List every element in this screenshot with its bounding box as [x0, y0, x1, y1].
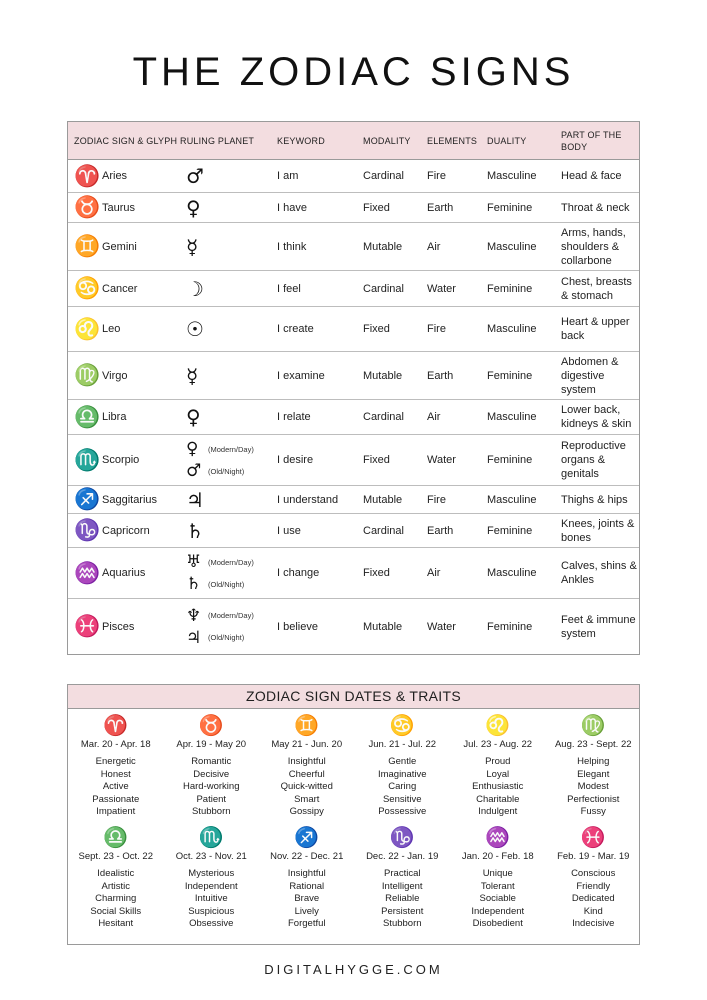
element: Water: [427, 620, 456, 633]
trait-card: [355, 825, 451, 931]
sign-name: Aries: [102, 170, 128, 182]
trait-item: Smart: [294, 793, 320, 805]
modality: Cardinal: [363, 524, 404, 537]
trait-item: Suspicious: [188, 905, 235, 917]
planet-glyph-icon: ♀: [186, 439, 199, 459]
keyword: I desire: [277, 454, 314, 466]
zodiac-glyph-icon: ♏: [198, 824, 224, 849]
body-part: Calves, shins & Ankles: [561, 560, 637, 586]
zodiac-glyph-icon: ♌: [74, 316, 101, 341]
trait-item: Enthusiastic: [472, 781, 524, 793]
keyword: I feel: [277, 282, 301, 295]
table-header: [68, 122, 639, 160]
trait-item: Social Skills: [90, 905, 142, 917]
sign-name: Pisces: [102, 620, 135, 633]
zodiac-glyph-icon: ♉: [198, 713, 224, 737]
keyword: I relate: [277, 411, 311, 423]
zodiac-glyph-icon: ♊: [294, 713, 320, 737]
trait-item: Elegant: [577, 768, 610, 780]
trait-item: Patient: [196, 793, 227, 805]
sign-name: Saggitarius: [102, 493, 158, 506]
body-part: Abdomen & digestive system: [561, 355, 619, 396]
trait-item: Friendly: [576, 880, 611, 892]
planet-glyph-icon: ♂: [186, 164, 204, 188]
trait-item: Practical: [384, 867, 421, 879]
body-part: Feet & immune system: [561, 613, 636, 640]
sign-dates: Mar. 20 - Apr. 18: [80, 739, 151, 750]
trait-card: [68, 713, 164, 819]
zodiac-glyph-icon: ♑: [389, 824, 415, 849]
trait-card: [546, 713, 642, 819]
element: Fire: [427, 493, 446, 506]
keyword: I have: [277, 201, 307, 214]
sign-name: Aquarius: [102, 567, 146, 579]
table-row: [68, 271, 639, 307]
trait-card: [164, 713, 260, 819]
trait-item: Romantic: [191, 756, 232, 767]
modality: Fixed: [363, 567, 390, 579]
trait-item: Gossipy: [289, 806, 324, 818]
trait-card: [259, 825, 355, 931]
zodiac-glyph-icon: ♓: [580, 824, 606, 849]
zodiac-glyph-icon: ♐: [74, 487, 101, 511]
sign-dates: Nov. 22 - Dec. 21: [270, 850, 344, 862]
trait-item: Sociable: [479, 893, 516, 905]
trait-card: [355, 713, 451, 819]
element: Water: [427, 282, 456, 295]
planet-note: (Old/Night): [208, 633, 245, 642]
keyword: I think: [277, 240, 307, 253]
zodiac-glyph-icon: ♉: [74, 195, 101, 219]
trait-item: Lively: [294, 905, 319, 917]
traits-box: [67, 684, 640, 945]
traits-grid: [68, 713, 641, 931]
sign-name: Leo: [102, 323, 121, 335]
sign-name: Taurus: [102, 201, 136, 214]
planet-glyph-icon: ☿: [186, 363, 199, 388]
duality: Masculine: [487, 411, 537, 423]
sign-name: Cancer: [102, 282, 138, 295]
trait-item: Decisive: [193, 768, 230, 780]
trait-item: Impatient: [96, 806, 136, 818]
trait-item: Possessive: [378, 806, 427, 818]
trait-item: Intelligent: [381, 880, 423, 892]
trait-item: Charitable: [476, 793, 520, 805]
modality: Cardinal: [363, 282, 404, 295]
sign-name: Libra: [102, 411, 127, 423]
sign-name: Virgo: [102, 369, 128, 382]
trait-item: Idealistic: [97, 867, 135, 879]
zodiac-glyph-icon: ♒: [485, 824, 511, 849]
keyword: I use: [277, 524, 301, 537]
table-row: [68, 352, 639, 400]
zodiac-glyph-icon: ♏: [74, 447, 101, 472]
keyword: I am: [277, 170, 299, 182]
trait-item: Energetic: [95, 756, 136, 767]
keyword: I believe: [277, 620, 318, 633]
trait-item: Loyal: [486, 768, 510, 780]
keyword: I understand: [277, 493, 339, 506]
duality: Feminine: [487, 282, 533, 295]
table-row: [68, 307, 639, 352]
header-body: PART OF THE BODY: [561, 129, 622, 152]
footer-url: DIGITALHYGGE.COM: [264, 962, 443, 977]
trait-item: Reliable: [385, 893, 420, 905]
zodiac-glyph-icon: ♍: [580, 713, 606, 737]
trait-item: Insightful: [287, 867, 326, 879]
trait-item: Indulgent: [478, 806, 518, 818]
body-part: Head & face: [561, 170, 622, 182]
element: Air: [427, 567, 441, 579]
planet-glyph-icon: ♄: [186, 574, 202, 594]
planet-glyph-icon: ♆: [186, 605, 202, 626]
sign-dates: Jan. 20 - Feb. 18: [461, 850, 534, 862]
duality: Feminine: [487, 524, 533, 537]
planet-note: (Modern/Day): [208, 557, 254, 567]
zodiac-glyph-icon: ♈: [103, 713, 129, 737]
trait-item: Modest: [577, 781, 609, 793]
keyword: I examine: [277, 369, 325, 382]
planet-glyph-icon: ♄: [186, 518, 204, 543]
element: Earth: [427, 369, 454, 382]
trait-item: Rational: [289, 880, 325, 892]
sign-dates: Jun. 21 - Jul. 22: [368, 739, 437, 750]
planet-glyph-icon: ♂: [186, 461, 202, 481]
header-elements: ELEMENTS: [427, 135, 478, 146]
body-part: Arms, hands, shoulders & collarbone: [561, 226, 626, 267]
zodiac-glyph-icon: ♋: [74, 276, 101, 300]
trait-item: Disobedient: [472, 918, 523, 930]
planet-glyph-icon: ☽: [186, 276, 204, 301]
trait-item: Charming: [95, 893, 137, 905]
trait-item: Kind: [583, 905, 603, 917]
trait-item: Fussy: [580, 806, 606, 818]
body-part: Throat & neck: [561, 201, 630, 214]
planet-note: (Modern/Day): [208, 444, 254, 454]
duality: Feminine: [487, 620, 533, 633]
planet-glyph-icon: ♅: [186, 552, 202, 572]
trait-card: [546, 825, 642, 931]
header-planet: RULING PLANET: [180, 135, 255, 146]
trait-item: Brave: [294, 893, 320, 905]
body-part: Chest, breasts & stomach: [561, 275, 632, 302]
trait-item: Imaginative: [377, 768, 427, 780]
modality: Fixed: [363, 454, 390, 466]
sign-dates: Dec. 22 - Jan. 19: [366, 850, 439, 862]
zodiac-glyph-icon: ♈: [74, 163, 101, 188]
table-row: [68, 400, 639, 435]
trait-item: Hard-working: [183, 781, 240, 793]
table-row: [68, 514, 639, 548]
header-keyword: KEYWORD: [277, 135, 325, 146]
trait-item: Hesitant: [98, 918, 134, 930]
table-row: [68, 435, 639, 486]
planet-glyph-icon: ♃: [186, 487, 204, 512]
trait-item: Insightful: [287, 756, 326, 767]
header-modality: MODALITY: [363, 135, 411, 146]
table-row: [68, 160, 639, 193]
zodiac-glyph-icon: ♐: [294, 824, 320, 849]
table-row: [68, 223, 639, 271]
trait-item: Conscious: [571, 867, 616, 879]
modality: Mutable: [363, 493, 403, 506]
duality: Masculine: [487, 323, 537, 335]
zodiac-glyph-icon: ♍: [74, 363, 101, 387]
trait-item: Forgetful: [288, 918, 326, 930]
zodiac-glyph-icon: ♎: [103, 824, 129, 849]
sign-name: Capricorn: [102, 524, 150, 537]
sign-dates: Sept. 23 - Oct. 22: [78, 850, 153, 862]
trait-item: Independent: [184, 880, 238, 892]
zodiac-glyph-icon: ♑: [74, 518, 101, 542]
duality: Feminine: [487, 369, 533, 382]
trait-item: Unique: [482, 867, 513, 879]
modality: Fixed: [363, 323, 390, 335]
trait-item: Obsessive: [189, 918, 234, 930]
element: Fire: [427, 323, 446, 335]
planet-note: (Old/Night): [208, 466, 245, 476]
sign-name: Gemini: [102, 240, 137, 253]
sign-dates: Jul. 23 - Aug. 22: [463, 739, 533, 750]
sign-dates: Feb. 19 - Mar. 19: [557, 850, 630, 862]
trait-item: Cheerful: [288, 768, 325, 780]
body-part: Heart & upper back: [561, 316, 630, 342]
page-title: THE ZODIAC SIGNS: [132, 50, 575, 94]
trait-item: Tolerant: [480, 880, 515, 892]
trait-item: Stubborn: [382, 918, 422, 930]
trait-card: [68, 825, 164, 931]
trait-item: Indecisive: [572, 918, 615, 930]
body-part: Thighs & hips: [561, 493, 628, 506]
sign-dates: Oct. 23 - Nov. 21: [175, 850, 247, 862]
body-part: Lower back, kidneys & skin: [561, 404, 632, 430]
element: Fire: [427, 170, 446, 182]
planet-note: (Modern/Day): [208, 611, 254, 620]
trait-item: Independent: [471, 905, 525, 917]
modality: Cardinal: [363, 411, 404, 423]
table-row: [68, 193, 639, 223]
zodiac-glyph-icon: ♌: [485, 713, 511, 737]
duality: Masculine: [487, 493, 537, 506]
table-row: [68, 486, 639, 514]
element: Water: [427, 454, 456, 466]
trait-item: Honest: [100, 768, 131, 780]
duality: Feminine: [487, 201, 533, 214]
planet-glyph-icon: ♀: [186, 405, 201, 429]
trait-item: Stubborn: [191, 806, 231, 818]
modality: Cardinal: [363, 170, 404, 182]
traits-title: ZODIAC SIGN DATES & TRAITS: [68, 685, 639, 709]
duality: Masculine: [487, 240, 537, 253]
trait-item: Gentle: [388, 756, 417, 767]
trait-item: Proud: [485, 756, 511, 767]
trait-card: [450, 825, 546, 931]
planet-note: (Old/Night): [208, 579, 245, 589]
sign-dates: May 21 - Jun. 20: [271, 739, 343, 750]
modality: Fixed: [363, 201, 390, 214]
trait-item: Helping: [577, 756, 610, 767]
table-row: [68, 599, 639, 654]
trait-item: Perfectionist: [567, 793, 620, 805]
header-duality: DUALITY: [487, 135, 527, 146]
zodiac-glyph-icon: ♊: [74, 234, 101, 258]
sign-name: Scorpio: [102, 454, 140, 466]
trait-item: Mysterious: [188, 867, 235, 879]
zodiac-table: [67, 121, 640, 655]
zodiac-glyph-icon: ♎: [74, 404, 101, 429]
planet-glyph-icon: ♃: [186, 627, 202, 648]
zodiac-glyph-icon: ♓: [74, 614, 101, 638]
zodiac-glyph-icon: ♋: [389, 713, 415, 737]
keyword: I create: [277, 323, 314, 335]
duality: Masculine: [487, 567, 537, 579]
planet-glyph-icon: ☉: [186, 317, 204, 341]
duality: Masculine: [487, 170, 537, 182]
sign-dates: Apr. 19 - May 20: [176, 739, 247, 750]
keyword: I change: [277, 567, 320, 579]
trait-item: Quick-witted: [280, 781, 333, 793]
trait-item: Sensitive: [382, 793, 422, 805]
trait-item: Persistent: [381, 905, 424, 917]
trait-item: Active: [102, 781, 129, 793]
planet-glyph-icon: ☿: [186, 234, 199, 259]
modality: Mutable: [363, 240, 403, 253]
modality: Mutable: [363, 620, 403, 633]
trait-item: Passionate: [92, 793, 140, 805]
trait-card: [259, 713, 355, 819]
trait-item: Intuitive: [194, 893, 228, 905]
trait-item: Dedicated: [571, 893, 615, 905]
element: Earth: [427, 524, 454, 537]
planet-glyph-icon: ♀: [186, 195, 201, 220]
modality: Mutable: [363, 369, 403, 382]
trait-card: [450, 713, 546, 819]
body-part: Knees, joints & bones: [561, 517, 635, 544]
trait-item: Artistic: [101, 880, 130, 892]
header-sign: ZODIAC SIGN & GLYPH: [74, 135, 178, 146]
element: Earth: [427, 201, 454, 214]
trait-item: Caring: [388, 781, 417, 793]
body-part: Reproductive organs & genitals: [561, 440, 626, 480]
duality: Feminine: [487, 454, 533, 466]
zodiac-glyph-icon: ♒: [74, 560, 101, 585]
element: Air: [427, 411, 441, 423]
element: Air: [427, 240, 441, 253]
trait-card: [164, 825, 260, 931]
sign-dates: Aug. 23 - Sept. 22: [554, 739, 632, 750]
table-row: [68, 548, 639, 599]
